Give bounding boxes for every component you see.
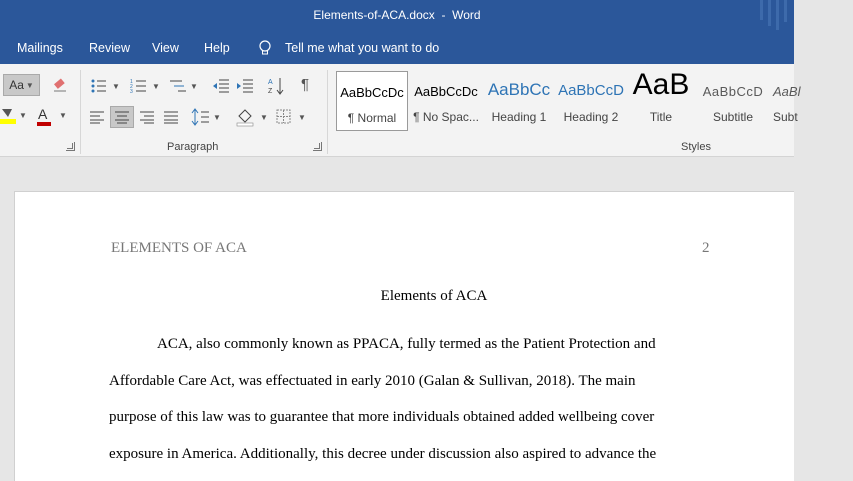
styles-group-label: Styles [681,141,711,153]
tab-review[interactable]: Review [89,41,130,55]
justify-icon[interactable] [164,110,178,124]
svg-text:▼: ▼ [152,82,160,91]
svg-text:A: A [268,79,273,86]
style-subtle-emphasis[interactable] [767,71,801,131]
shading-icon[interactable] [236,107,270,127]
paragraph-dialog-launcher[interactable] [313,142,322,151]
styles-gallery [335,68,801,131]
ribbon [0,64,801,157]
lightbulb-icon [258,40,272,57]
style-sample: AaBbCcDc [340,85,404,100]
style-heading-2[interactable] [555,71,627,131]
title-bar [0,0,794,32]
svg-text:Z: Z [268,88,273,95]
style-name: Subt [773,110,798,124]
svg-text:▼: ▼ [213,113,221,122]
multilevel-list-icon[interactable] [168,78,202,94]
style-sample: AaBl [773,84,801,99]
line-spacing-icon[interactable] [192,108,222,126]
align-left-icon[interactable] [90,110,104,124]
document-name: Elements-of-ACA.docx [313,8,435,22]
style-sample: AaB [632,68,690,101]
tab-view[interactable]: View [152,41,179,55]
group-separator [80,70,81,154]
style-name: Heading 2 [563,110,619,124]
highlight-color-icon[interactable] [0,107,26,125]
svg-text:▼: ▼ [190,82,198,91]
style-name: Title [649,110,673,124]
body-line: ACA, also commonly known as PPACA, fully termed as the Patient Protection and [157,336,656,352]
group-separator [327,70,328,154]
borders-icon[interactable] [276,108,308,126]
clear-formatting-icon[interactable] [52,77,68,93]
style-title[interactable] [625,68,697,131]
page-number: 2 [702,240,710,256]
style-name: ¶ Normal [347,111,397,125]
style-subtitle[interactable] [697,71,769,131]
ribbon-tabs [0,32,794,64]
svg-text:2: 2 [130,84,133,90]
style-sample: AaBbCcD [702,84,764,99]
body-line: purpose of this law was to guarantee that more individuals obtained added wellbeing cover [109,409,655,425]
svg-text:1: 1 [130,79,133,85]
style-sample: AaBbCcDc [414,84,478,99]
numbering-icon[interactable] [130,78,164,94]
tab-mailings[interactable]: Mailings [17,41,63,55]
document-page[interactable] [14,191,794,481]
title-separator: - [441,8,446,22]
align-right-icon[interactable] [140,110,154,124]
change-case-button[interactable]: Aa ▼ [3,74,40,96]
align-center-icon [115,110,129,124]
svg-text:▼: ▼ [260,113,268,122]
decrease-indent-icon[interactable] [212,78,230,94]
align-center-button[interactable] [110,106,134,128]
font-dialog-launcher[interactable] [66,142,75,151]
increase-indent-icon[interactable] [236,78,254,94]
app-name: Word [452,8,481,22]
style-name: Heading 1 [491,110,547,124]
style-name: Subtitle [712,110,754,124]
svg-text:▼: ▼ [112,82,120,91]
tell-me-search[interactable]: Tell me what you want to do [285,41,440,55]
paragraph-group-label: Paragraph [167,141,219,153]
style-normal[interactable] [336,71,408,131]
show-formatting-marks-icon[interactable]: ¶ [301,76,310,93]
style-no-spacing[interactable] [409,71,483,131]
style-heading-1[interactable] [483,71,555,131]
change-case-label: Aa [9,78,24,92]
running-head: ELEMENTS OF ACA [111,240,247,256]
body-line: exposure in America. Additionally, this decree under discussion also aspired to advance the [109,446,657,462]
style-sample: AaBbCc [487,80,551,99]
sort-icon[interactable] [268,76,284,96]
svg-text:▼: ▼ [19,111,27,120]
font-color-button[interactable]: A ▼ [36,106,66,126]
body-line: Affordable Care Act, was effectuated in early 2010 (Galan & Sullivan, 2018). The main [109,373,636,389]
window-title [0,8,794,22]
title-decoration-icon [754,0,794,32]
document-title: Elements of ACA [380,288,488,304]
bullets-icon[interactable] [90,78,124,94]
style-sample: AaBbCcD [558,82,624,99]
tab-help[interactable]: Help [204,41,230,55]
svg-text:▼: ▼ [298,113,306,122]
svg-text:3: 3 [130,89,133,95]
style-name: ¶ No Spac... [413,110,479,124]
document-canvas [0,157,794,474]
